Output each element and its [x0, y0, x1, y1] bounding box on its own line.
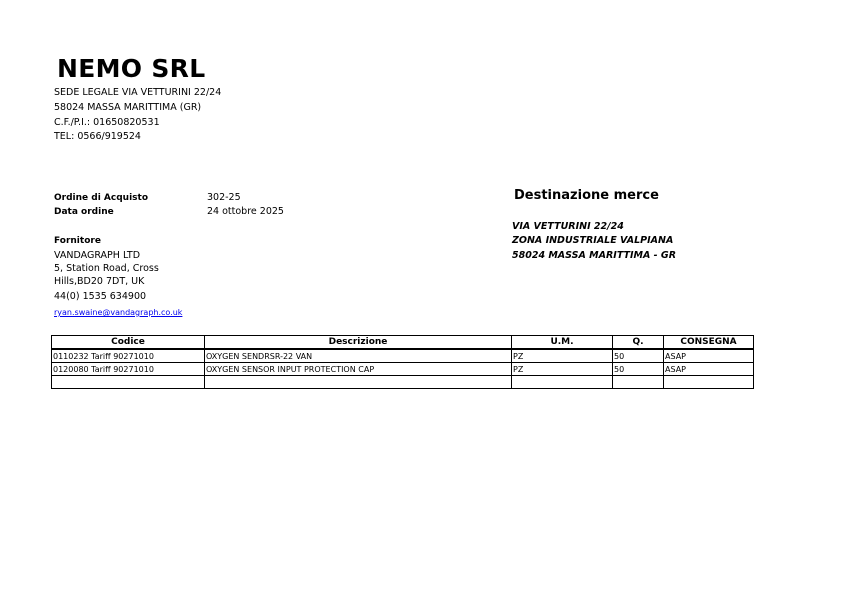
order-items-table: [51, 335, 754, 389]
company-phone: TEL: 0566/919524: [54, 131, 141, 142]
table-row: [52, 376, 754, 389]
supplier-phone: 44(0) 1535 634900: [54, 291, 147, 302]
cell-delivery: [664, 376, 754, 389]
order-date: 24 ottobre 2025: [207, 206, 284, 217]
order-number: 302-25: [207, 192, 241, 203]
company-name: NEMO SRL: [57, 54, 206, 83]
cell-quantity: [613, 376, 664, 389]
order-number-label: Ordine di Acquisto: [54, 193, 148, 203]
column-header-description: Descrizione: [205, 336, 512, 350]
supplier-name: VANDAGRAPH LTD: [54, 250, 141, 261]
cell-code: 0120080 Tariff 90271010: [52, 363, 205, 376]
supplier-address-line: Hills,BD20 7DT, UK: [54, 276, 145, 287]
column-header-code: Codice: [52, 336, 205, 350]
table-header-row: [52, 336, 754, 350]
company-address-line: 58024 MASSA MARITTIMA (GR): [54, 102, 202, 113]
cell-delivery: ASAP: [664, 363, 754, 376]
table-row: [52, 349, 754, 363]
cell-unit: PZ: [512, 363, 613, 376]
supplier-label: Fornitore: [54, 236, 101, 246]
destination-line: 58024 MASSA MARITTIMA - GR: [512, 250, 677, 261]
company-address-line: SEDE LEGALE VIA VETTURINI 22/24: [54, 87, 222, 98]
cell-quantity: 50: [613, 349, 664, 363]
cell-description: OXYGEN SENDRSR-22 VAN: [205, 349, 512, 363]
cell-delivery: ASAP: [664, 349, 754, 363]
cell-description: [205, 376, 512, 389]
cell-code: [52, 376, 205, 389]
cell-unit: [512, 376, 613, 389]
cell-quantity: 50: [613, 363, 664, 376]
cell-description: OXYGEN SENSOR INPUT PROTECTION CAP: [205, 363, 512, 376]
column-header-quantity: Q.: [613, 336, 664, 350]
supplier-address-line: 5, Station Road, Cross: [54, 263, 159, 274]
supplier-email-link[interactable]: ryan.swaine@vandagraph.co.uk: [54, 308, 183, 317]
column-header-delivery: CONSEGNA: [664, 336, 754, 350]
cell-code: 0110232 Tariff 90271010: [52, 349, 205, 363]
column-header-unit: U.M.: [512, 336, 613, 350]
order-date-label: Data ordine: [54, 207, 114, 217]
table-row: [52, 363, 754, 376]
company-tax-id: C.F./P.I.: 01650820531: [54, 117, 160, 128]
cell-unit: PZ: [512, 349, 613, 363]
destination-line: ZONA INDUSTRIALE VALPIANA: [512, 235, 674, 246]
destination-line: VIA VETTURINI 22/24: [512, 221, 624, 232]
destination-title: Destinazione merce: [514, 188, 659, 203]
